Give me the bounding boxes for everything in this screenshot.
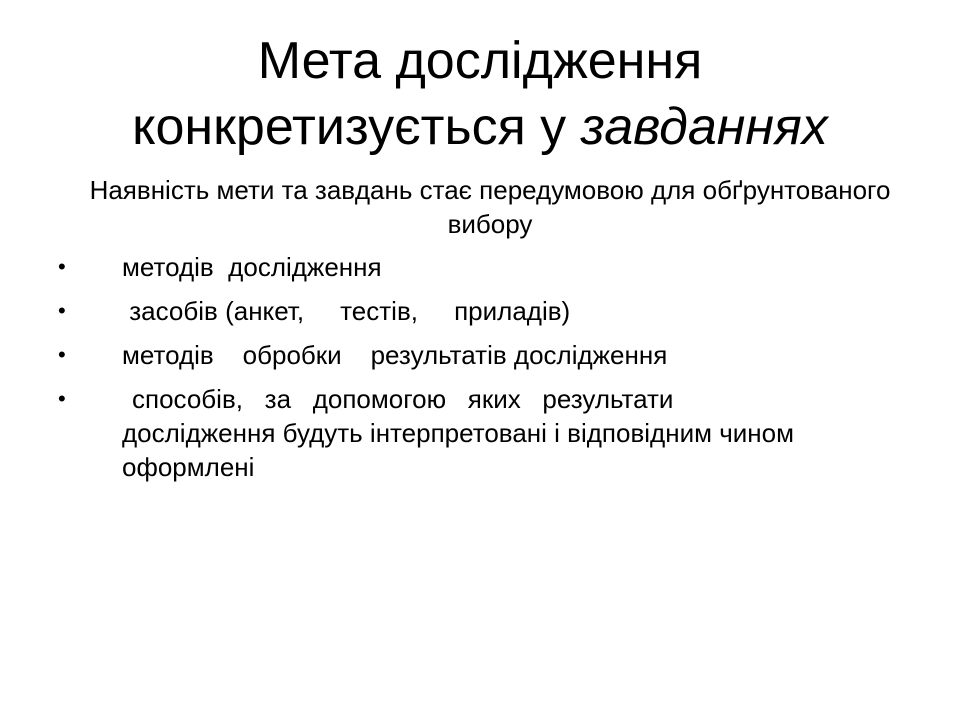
title-line-2-prefix: конкретизується у xyxy=(132,98,581,156)
bullet-icon: • xyxy=(58,254,66,279)
title-line-2-emphasis: завданнях xyxy=(580,98,828,156)
bullet-text: методів обробки результатів дослідження xyxy=(122,340,668,370)
title-line-1: Мета дослідження xyxy=(257,32,703,90)
list-item xyxy=(0,250,960,284)
bullet-text: способів, за допомогою яких результати дослідження будуть інтерпретовані і відповідним чином оформлені xyxy=(122,384,802,482)
list-item xyxy=(0,294,960,328)
list-item xyxy=(0,338,960,372)
list-item xyxy=(0,382,960,484)
bullet-text: засобів (анкет, тестів, приладів) xyxy=(122,296,571,326)
bullet-icon: • xyxy=(58,386,66,411)
bullet-icon: • xyxy=(58,298,66,323)
slide-subtitle: Наявність мети та завдань стає передумовою для обґрунтованого вибору xyxy=(89,175,891,239)
bullet-list xyxy=(0,250,960,494)
slide-title xyxy=(0,28,960,160)
bullet-text: методів дослідження xyxy=(122,252,382,282)
bullet-icon: • xyxy=(58,342,66,367)
